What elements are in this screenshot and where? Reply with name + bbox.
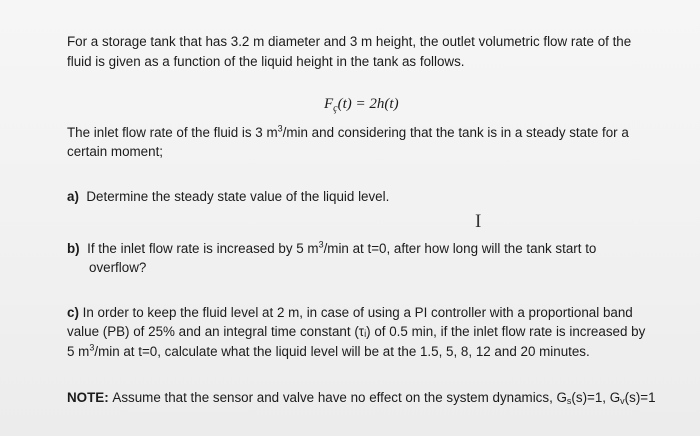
formula-lhs: F <box>324 96 334 112</box>
outlet-flow-formula <box>324 96 399 114</box>
question-a <box>67 188 389 206</box>
question-c-line-3-post: /min at t=0, calculate what the liquid level will be at the 1.5, 5, 8, 12 and 20 minutes. <box>94 344 590 359</box>
note-text-2: (s)=1, G <box>571 390 621 405</box>
note-text: Assume that the sensor and valve have no effect on the system dynamics, G <box>112 390 567 405</box>
inlet-line-1 <box>67 124 629 142</box>
note-text-3: (s)=1 <box>624 390 656 405</box>
question-b-label: b) <box>67 241 80 256</box>
intro-line-2: fluid is given as a function of the liquid height in the tank as follows. <box>67 54 465 69</box>
question-b-line-1-pre: If the inlet flow rate is increased by 5 m <box>87 241 319 256</box>
inlet-line-1-pre: The inlet flow rate of the fluid is 3 m <box>67 125 278 140</box>
question-a-text: Determine the steady state value of the liquid level. <box>86 189 390 204</box>
question-b-line-2: overflow? <box>89 260 147 275</box>
question-c-sup: 3 <box>89 342 95 353</box>
inlet-line-1-sup: 3 <box>277 123 283 134</box>
intro-line-1: For a storage tank that has 3.2 m diameter and 3 m height, the outlet volumetric flow rate of the <box>67 34 632 49</box>
question-c-line-1-text: In order to keep the fluid level at 2 m, in case of using a PI controller with a proportional band <box>82 305 633 320</box>
inlet-line-2: certain moment; <box>67 144 164 159</box>
question-c-line-1 <box>67 304 633 322</box>
question-c-label: c) <box>67 305 79 320</box>
question-c-line-3 <box>67 343 590 361</box>
question-b-line-1 <box>67 240 596 258</box>
note-g2-subscript: v <box>620 396 625 406</box>
question-c-line-2: value (PB) of 25% and an integral time constant (τᵢ) of 0.5 min, if the inlet flow rate is increased by <box>67 324 646 339</box>
inlet-line-1-post: /min and considering that the tank is in a steady state for a <box>282 125 629 140</box>
question-b-line-1-post: /min at t=0, after how long will the tank start to <box>323 241 597 256</box>
note-g1-subscript: s <box>566 396 572 406</box>
question-a-label: a) <box>67 189 79 204</box>
note-line <box>67 389 656 410</box>
formula-lhs-subscript: ç <box>333 103 338 114</box>
question-c-line-3-pre: 5 m <box>67 344 90 359</box>
question-b-sup: 3 <box>318 239 324 250</box>
note-label: NOTE: <box>67 390 109 405</box>
formula-rhs: (t) = 2h(t) <box>337 96 399 112</box>
text-cursor-icon: I <box>475 211 482 232</box>
